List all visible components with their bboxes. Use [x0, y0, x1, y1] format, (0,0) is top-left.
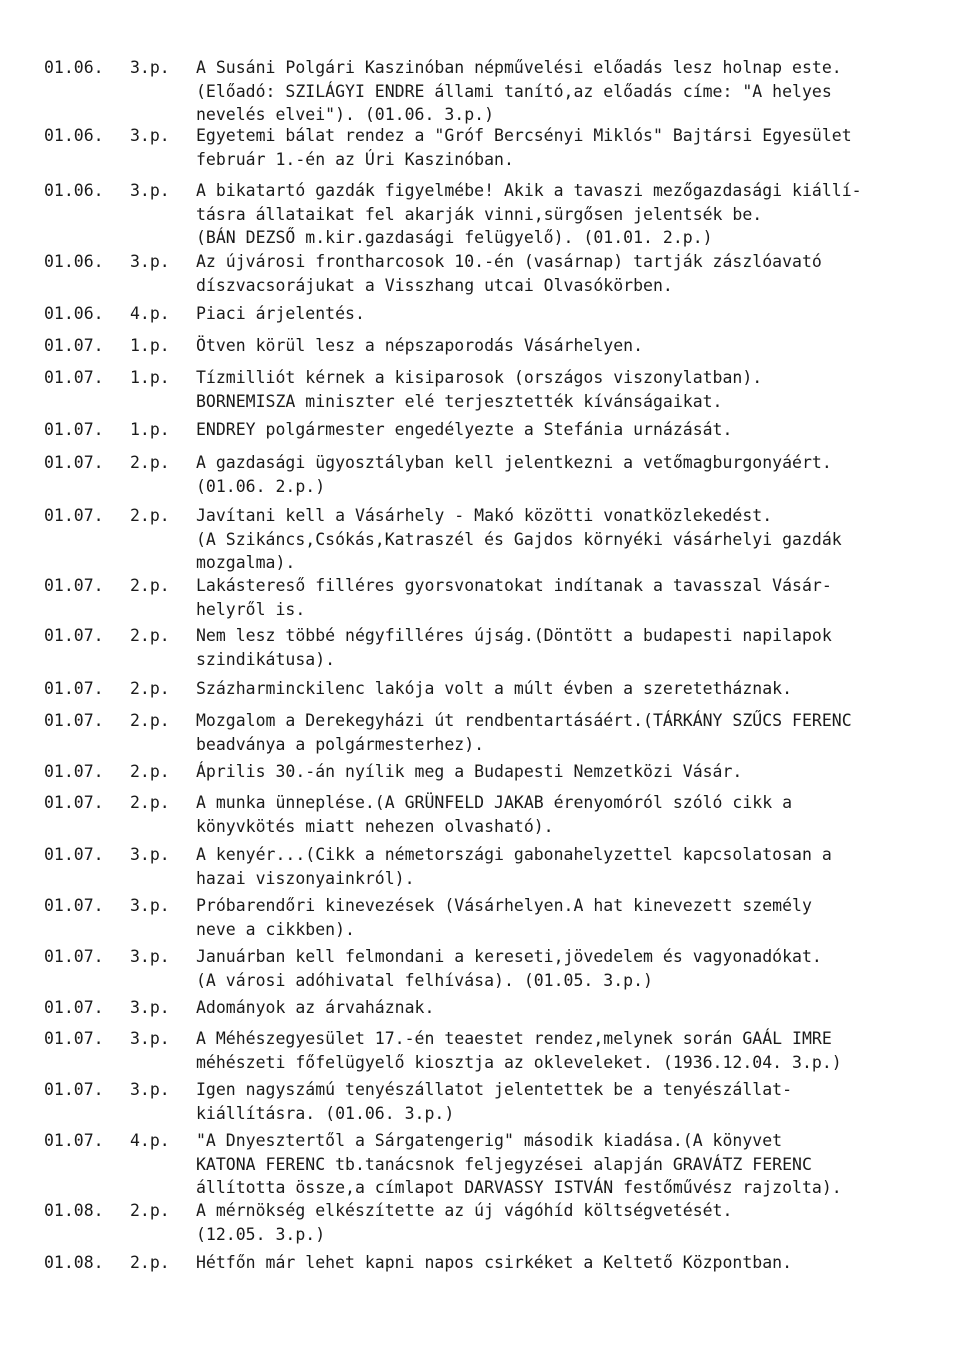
entry-date: 01.07. [44, 896, 104, 915]
entry-line: ENDREY polgármester engedélyezte a Stefánia urnázását. [196, 420, 733, 439]
entry-line: Próbarendőri kinevezések (Vásárhelyen.A hat kinevezett személy [196, 896, 812, 915]
entry-date: 01.06. [44, 126, 104, 145]
entry-page-ref: 2.p. [130, 711, 170, 730]
entry-line: kiállításra. (01.06. 3.p.) [196, 1103, 455, 1123]
entry-text [196, 366, 926, 413]
entry-page-ref: 1.p. [130, 420, 170, 439]
entry-date: 01.07. [44, 336, 104, 355]
entry-line: Lakástereső filléres gyorsvonatokat indítanak a tavasszal Vásár- [196, 576, 832, 595]
entry-text [196, 843, 926, 890]
entry-text [196, 894, 926, 941]
entry-text [196, 760, 926, 784]
entry-text [196, 624, 926, 671]
entry-line: A Méhészegyesület 17.-én teaestet rendez,melynek során GAÁL IMRE [196, 1029, 832, 1048]
entry-line: (A Szikáncs,Csókás,Katraszél és Gajdos környéki vásárhelyi gazdák [196, 529, 842, 549]
entry-line: (BÁN DEZSŐ m.kir.gazdasági felügyelő). (01.01. 2.p.) [196, 228, 713, 247]
entry-date: 01.08. [44, 1201, 104, 1220]
entry-date: 01.07. [44, 711, 104, 730]
entry-line: könyvkötés miatt nehezen olvasható). [196, 816, 554, 836]
entry-page-ref: 3.p. [130, 58, 170, 77]
entry-page-ref: 1.p. [130, 368, 170, 387]
entry-line: állította össze,a címlapot DARVASSY ISTVÁN festőművész rajzolta). [196, 1178, 842, 1197]
entry-line: szindikátusa). [196, 649, 336, 669]
entry-line: Piaci árjelentés. [196, 304, 365, 323]
entry-date: 01.08. [44, 1253, 104, 1272]
entry-date: 01.07. [44, 576, 104, 595]
entry-date: 01.07. [44, 793, 104, 812]
entry-line: Az újvárosi frontharcosok 10.-én (vasárnap) tartják zászlóavató [196, 252, 822, 271]
entry-text [196, 334, 926, 358]
entry-line: BORNEMISZA miniszter elé terjesztették kívánságaikat. [196, 391, 723, 411]
entry-page-ref: 3.p. [130, 947, 170, 966]
entry-line: beadványa a polgármesterhez). [196, 734, 485, 754]
entry-page-ref: 3.p. [130, 126, 170, 145]
entry-page-ref: 2.p. [130, 1201, 170, 1220]
entry-line: tásra állataikat fel akarják vinni,sürgősen jelentsék be. [196, 204, 763, 224]
entry-text [196, 179, 926, 250]
entry-date: 01.06. [44, 304, 104, 323]
entry-date: 01.07. [44, 1029, 104, 1048]
entry-line: A bikatartó gazdák figyelmébe! Akik a tavaszi mezőgazdasági kiállí- [196, 181, 862, 200]
entry-line: (Előadó: SZILÁGYI ENDRE állami tanító,az előadás címe: "A helyes [196, 81, 832, 101]
entry-text [196, 1027, 926, 1074]
entry-line: hazai viszonyainkról). [196, 868, 415, 888]
entry-text [196, 709, 926, 756]
entry-text [196, 945, 926, 992]
entry-page-ref: 4.p. [130, 304, 170, 323]
entry-date: 01.07. [44, 1080, 104, 1099]
entry-page-ref: 2.p. [130, 762, 170, 781]
entry-line: helyről is. [196, 599, 306, 619]
entry-line: mozgalma). [196, 553, 296, 572]
entry-line: Április 30.-án nyílik meg a Budapesti Nemzetközi Vásár. [196, 762, 743, 781]
entry-line: Hétfőn már lehet kapni napos csirkéket a Keltető Központban. [196, 1253, 793, 1272]
entry-date: 01.07. [44, 998, 104, 1017]
entry-page-ref: 2.p. [130, 679, 170, 698]
entry-date: 01.07. [44, 762, 104, 781]
entry-line: Egyetemi bálat rendez a "Gróf Bercsényi Miklós" Bajtársi Egyesület [196, 126, 852, 145]
entry-line: A mérnökség elkészítette az új vágóhíd költségvetését. [196, 1201, 733, 1220]
entry-line: nevelés elvei"). (01.06. 3.p.) [196, 105, 495, 124]
entry-text [196, 418, 926, 442]
entry-date: 01.07. [44, 679, 104, 698]
entry-line: Tízmilliót kérnek a kisiparosok (országos viszonylatban). [196, 368, 763, 387]
entry-text [196, 791, 926, 838]
entry-line: KATONA FERENC tb.tanácsnok feljegyzései alapján GRAVÁTZ FERENC [196, 1154, 812, 1174]
entry-text [196, 1199, 926, 1246]
entry-text [196, 124, 926, 171]
entry-date: 01.06. [44, 252, 104, 271]
entry-line: neve a cikkben). [196, 919, 355, 939]
entry-line: A kenyér...(Cikk a németországi gabonahelyzettel kapcsolatosan a [196, 845, 832, 864]
entry-date: 01.07. [44, 626, 104, 645]
entry-page-ref: 2.p. [130, 626, 170, 645]
entry-page-ref: 3.p. [130, 181, 170, 200]
entry-line: (A városi adóhivatal felhívása). (01.05. 3.p.) [196, 970, 653, 990]
entry-text [196, 996, 926, 1020]
entry-page-ref: 3.p. [130, 845, 170, 864]
entry-text [196, 574, 926, 621]
entry-text [196, 302, 926, 326]
entry-page-ref: 2.p. [130, 793, 170, 812]
entry-date: 01.07. [44, 368, 104, 387]
entry-line: Javítani kell a Vásárhely - Makó közötti vonatközlekedést. [196, 506, 773, 525]
entry-page-ref: 2.p. [130, 1253, 170, 1272]
entry-line: díszvacsorájukat a Visszhang utcai Olvasókörben. [196, 275, 673, 295]
entry-date: 01.06. [44, 58, 104, 77]
entry-date: 01.06. [44, 181, 104, 200]
entry-page-ref: 3.p. [130, 1029, 170, 1048]
entry-line: méhészeti főfelügyelő kiosztja az okleveleket. (1936.12.04. 3.p.) [196, 1052, 842, 1072]
entry-line: A gazdasági ügyosztályban kell jelentkezni a vetőmagburgonyáért. [196, 453, 832, 472]
entry-line: (01.06. 2.p.) [196, 476, 326, 496]
entry-text [196, 56, 926, 127]
entry-date: 01.07. [44, 845, 104, 864]
entry-text [196, 250, 926, 297]
entry-text [196, 1251, 926, 1275]
entry-text [196, 451, 926, 498]
entry-line: Ötven körül lesz a népszaporodás Vásárhelyen. [196, 336, 644, 355]
entry-date: 01.07. [44, 947, 104, 966]
entry-line: A munka ünneplése.(A GRÜNFELD JAKAB érenyomóról szóló cikk a [196, 793, 793, 812]
entry-line: Nem lesz többé négyfilléres újság.(Döntött a budapesti napilapok [196, 626, 832, 645]
entry-line: (12.05. 3.p.) [196, 1224, 326, 1244]
entry-date: 01.07. [44, 1131, 104, 1150]
entry-text [196, 1078, 926, 1125]
entry-line: "A Dnyesztertől a Sárgatengerig" második kiadása.(A könyvet [196, 1131, 783, 1150]
entry-line: Mozgalom a Derekegyházi út rendbentartásáért.(TÁRKÁNY SZŰCS FERENC [196, 711, 852, 730]
entry-line: Januárban kell felmondani a kereseti,jövedelem és vagyonadókat. [196, 947, 822, 966]
entry-line: február 1.-én az Úri Kaszinóban. [196, 149, 514, 169]
entry-page-ref: 2.p. [130, 506, 170, 525]
entry-page-ref: 3.p. [130, 998, 170, 1017]
entry-line: Százharminckilenc lakója volt a múlt évben a szeretetháznak. [196, 679, 793, 698]
entry-line: Adományok az árvaháznak. [196, 998, 435, 1017]
entry-page-ref: 3.p. [130, 1080, 170, 1099]
entry-page-ref: 2.p. [130, 453, 170, 472]
entry-date: 01.07. [44, 506, 104, 525]
entry-line: A Susáni Polgári Kaszinóban népművelési előadás lesz holnap este. [196, 58, 842, 77]
entry-text [196, 1129, 926, 1200]
entry-line: Igen nagyszámú tenyészállatot jelentettek be a tenyészállat- [196, 1080, 793, 1099]
entry-text [196, 677, 926, 701]
entry-page-ref: 4.p. [130, 1131, 170, 1150]
entry-page-ref: 2.p. [130, 576, 170, 595]
entry-date: 01.07. [44, 420, 104, 439]
entry-page-ref: 3.p. [130, 896, 170, 915]
entry-page-ref: 3.p. [130, 252, 170, 271]
entry-page-ref: 1.p. [130, 336, 170, 355]
entry-date: 01.07. [44, 453, 104, 472]
entry-text [196, 504, 926, 575]
